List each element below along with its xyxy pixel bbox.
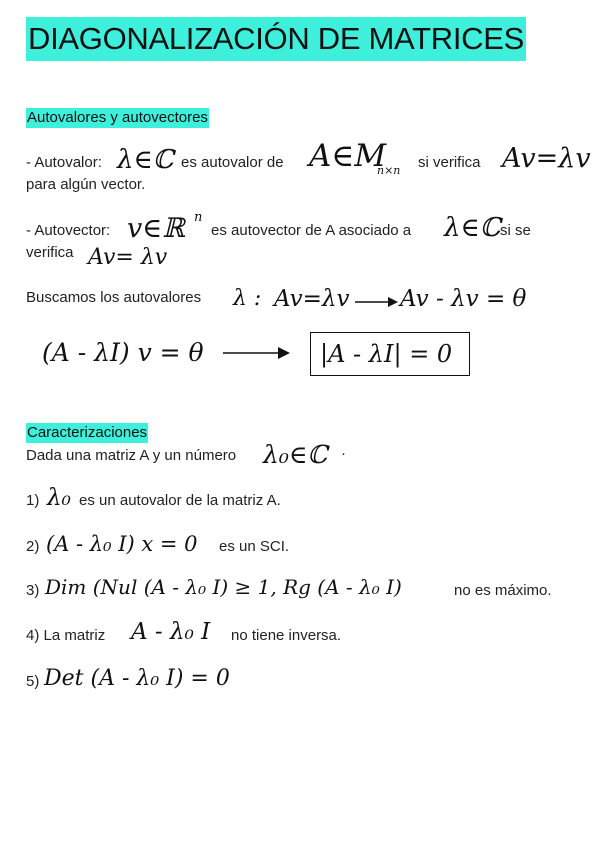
item-1-text: es un autovalor de la matriz A.	[79, 492, 281, 509]
arrow-right-icon	[354, 296, 400, 308]
characteristic-equation-handwritten: (A - λI) v = θ	[42, 338, 204, 367]
buscamos-equation2-handwritten: Av - λv = θ	[400, 286, 527, 312]
item-4-number: 4) La matriz	[26, 627, 106, 644]
item-3-number: 3)	[26, 582, 40, 599]
caracterizaciones-intro-lambda: λ₀∈ℂ	[263, 440, 328, 469]
item-3-handwritten: Dim (Nul (A - λ₀ I) ≥ 1, Rg (A - λ₀ I)	[45, 575, 402, 599]
section-heading-caracterizaciones: Caracterizaciones	[27, 424, 148, 441]
autovector-lambda-handwritten: λ∈ℂ	[444, 213, 501, 243]
item-2-number: 2)	[26, 538, 40, 555]
buscamos-lambda-handwritten: λ :	[233, 286, 262, 311]
item-4-handwritten: A - λ₀ I	[131, 619, 211, 645]
autovector-line2: verifica	[26, 244, 74, 261]
autovalor-text-mid: es autovalor de	[181, 154, 284, 171]
item-1-number: 1)	[26, 492, 40, 509]
buscamos-equation1-handwritten: Av=λv	[274, 286, 350, 312]
autovalor-label: - Autovalor:	[26, 154, 102, 171]
item-3-text: no es máximo.	[454, 582, 552, 599]
section-heading-autovalores: Autovalores y autovectores	[27, 109, 208, 126]
item-1-handwritten: λ₀	[47, 485, 71, 511]
boxed-determinant-equation: |A - λI| = 0	[320, 340, 453, 368]
item-4-text: no tiene inversa.	[231, 627, 342, 644]
autovalor-line2: para algún vector.	[26, 176, 146, 193]
autovector-superscript: n	[194, 210, 203, 225]
autovalor-matrix-handwritten: A∈M	[309, 138, 387, 174]
autovector-text-mid: es autovector de A asociado a	[211, 222, 412, 239]
autovalor-equation-handwritten: Av=λv	[502, 143, 591, 174]
arrow-right-icon	[222, 346, 292, 360]
autovalor-text-end: si verifica	[418, 154, 481, 171]
buscamos-text: Buscamos los autovalores	[26, 289, 202, 306]
item-5-number: 5)	[26, 673, 40, 690]
item-2-text: es un SCI.	[219, 538, 290, 555]
autovector-v-handwritten: v∈ℝ	[127, 213, 185, 244]
caracterizaciones-intro: Dada una matriz A y un número	[26, 447, 237, 464]
autovector-label: - Autovector:	[26, 222, 111, 239]
autovector-equation-handwritten: Av= λv	[88, 245, 168, 270]
page-title: DIAGONALIZACIÓN DE MATRICES	[26, 17, 526, 61]
item-2-handwritten: (A - λ₀ I) x = 0	[46, 532, 198, 556]
caracterizaciones-intro-dot: ·	[341, 445, 346, 462]
autovalor-lambda-handwritten: λ∈ℂ	[117, 145, 174, 175]
autovector-text-end: si se	[500, 222, 531, 239]
autovalor-matrix-subscript: n×n	[377, 164, 401, 177]
item-5-handwritten: Det (A - λ₀ I) = 0	[44, 666, 230, 691]
